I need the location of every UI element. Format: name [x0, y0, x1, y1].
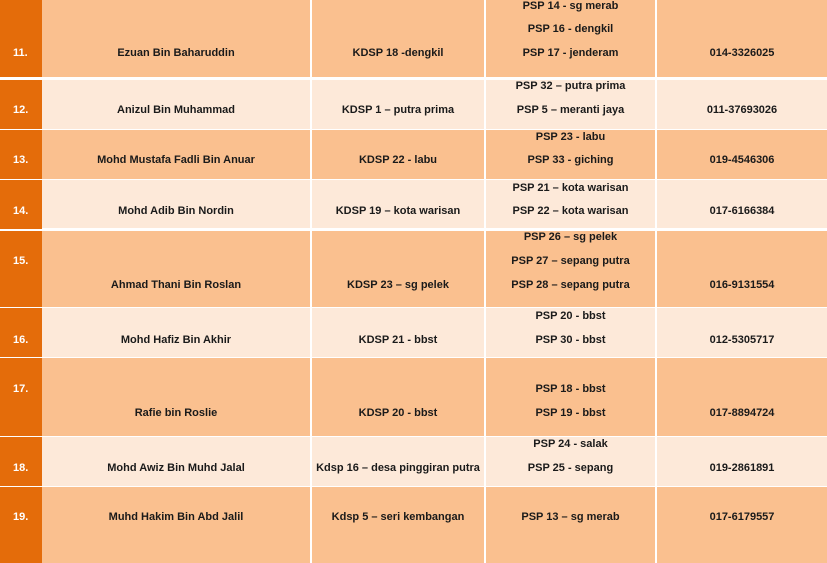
table-row [0, 358, 827, 436]
table-row [0, 437, 827, 486]
psp-item: PSP 24 - salak [533, 438, 608, 450]
phone-number: 016-9131554 [709, 279, 775, 291]
row-number: 16. [13, 334, 29, 346]
row-number: 18. [13, 462, 29, 474]
officer-name: Ezuan Bin Baharuddin [117, 47, 235, 59]
psp-item: PSP 28 – sepang putra [511, 279, 630, 291]
row-number: 19. [13, 511, 29, 523]
table-row [0, 231, 827, 307]
psp-item: PSP 32 – putra prima [515, 80, 626, 92]
phone-number: 017-6179557 [709, 511, 775, 523]
psp-item: PSP 17 - jenderam [522, 47, 619, 59]
psp-item: PSP 23 - labu [535, 131, 606, 143]
kdsp-assignment: KDSP 23 – sg pelek [347, 279, 449, 291]
officer-name: Mohd Adib Bin Nordin [118, 205, 234, 217]
kdsp-assignment: KDSP 20 - bbst [358, 407, 438, 419]
psp-item: PSP 5 – meranti jaya [516, 104, 625, 116]
psp-item: PSP 33 - giching [527, 154, 614, 166]
table-row [0, 130, 827, 179]
table-row [0, 487, 827, 563]
officer-name: Muhd Hakim Bin Abd Jalil [108, 511, 244, 523]
phone-number: 019-2861891 [709, 462, 775, 474]
phone-number: 019-4546306 [709, 154, 775, 166]
table-row [0, 80, 827, 129]
phone-number: 017-8894724 [709, 407, 775, 419]
psp-item: PSP 25 - sepang [527, 462, 614, 474]
phone-number: 014-3326025 [709, 47, 775, 59]
kdsp-assignment: Kdsp 16 – desa pinggiran putra [316, 462, 480, 474]
row-number: 13. [13, 154, 29, 166]
psp-item: PSP 26 – sg pelek [523, 231, 618, 243]
table-row [0, 0, 827, 77]
table-row [0, 308, 827, 357]
officer-name: Anizul Bin Muhammad [117, 104, 235, 116]
psp-item: PSP 30 - bbst [535, 334, 606, 346]
psp-item: PSP 21 – kota warisan [512, 182, 629, 194]
officer-name: Ahmad Thani Bin Roslan [110, 279, 242, 291]
psp-item: PSP 16 - dengkil [527, 23, 614, 35]
officer-name: Mohd Hafiz Bin Akhir [120, 334, 232, 346]
psp-item: PSP 20 - bbst [535, 310, 606, 322]
kdsp-assignment: KDSP 22 - labu [358, 154, 438, 166]
psp-item: PSP 22 – kota warisan [512, 205, 629, 217]
kdsp-assignment: KDSP 18 -dengkil [352, 47, 444, 59]
phone-number: 011-37693026 [706, 104, 778, 116]
kdsp-assignment: KDSP 1 – putra prima [341, 104, 455, 116]
row-number: 12. [13, 104, 29, 116]
row-number: 15. [13, 255, 29, 267]
kdsp-assignment: KDSP 19 – kota warisan [335, 205, 461, 217]
row-number: 17. [13, 383, 29, 395]
officer-name: Rafie bin Roslie [134, 407, 218, 419]
row-number: 14. [13, 205, 29, 217]
psp-item: PSP 13 – sg merab [521, 511, 620, 523]
psp-item: PSP 18 - bbst [535, 383, 606, 395]
table-row [0, 180, 827, 229]
phone-number: 017-6166384 [709, 205, 775, 217]
psp-item: PSP 27 – sepang putra [511, 255, 630, 267]
officer-name: Mohd Awiz Bin Muhd Jalal [107, 462, 245, 474]
phone-number: 012-5305717 [709, 334, 775, 346]
kdsp-assignment: KDSP 21 - bbst [358, 334, 438, 346]
psp-item: PSP 14 - sg merab [522, 0, 619, 12]
kdsp-assignment: Kdsp 5 – seri kembangan [331, 511, 465, 523]
row-number: 11. [13, 47, 28, 59]
officer-name: Mohd Mustafa Fadli Bin Anuar [97, 154, 255, 166]
psp-item: PSP 19 - bbst [535, 407, 606, 419]
